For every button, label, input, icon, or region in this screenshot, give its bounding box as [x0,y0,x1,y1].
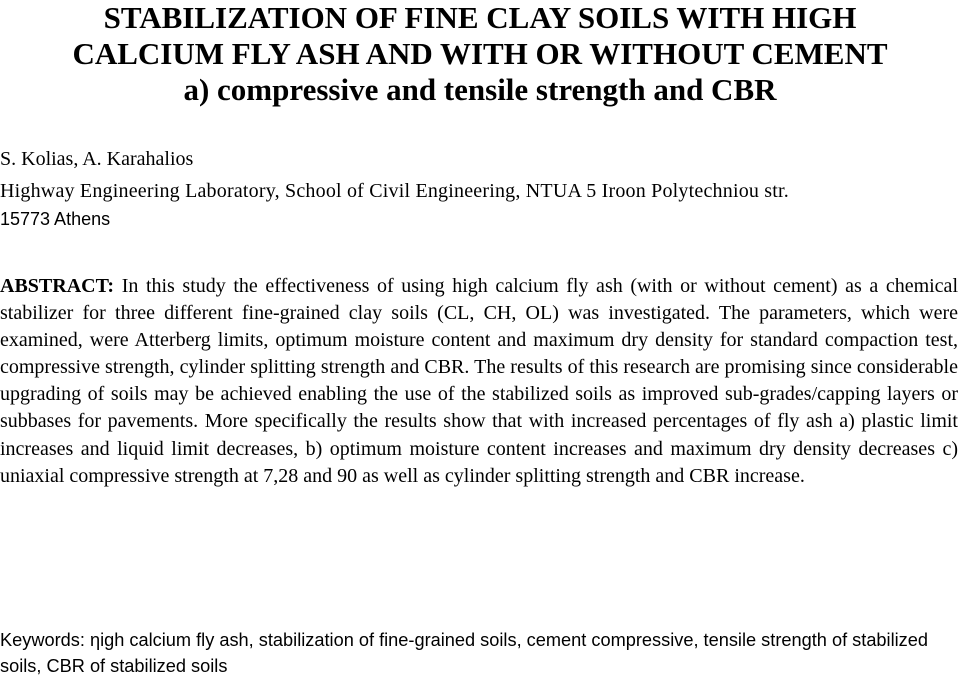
abstract-label: ABSTRACT: [0,275,115,297]
title-line-2: CALCIUM FLY ASH AND WITH OR WITHOUT CEMENT [72,36,888,71]
authors: S. Kolias, A. Karahalios [0,148,194,170]
keywords: Keywords: ηigh calcium fly ash, stabilization of fine-grained soils, cement compressive, tensile strength of stabilized soils, CBR of stabilized soils [0,630,928,676]
affiliation-city: 15773 Athens [0,209,111,229]
paper-title [0,0,960,108]
title-line-3: a) compressive and tensile strength and CBR [183,72,777,107]
affiliation: Highway Engineering Laboratory, School of Civil Engineering, NTUA 5 Iroon Polytechniou str. [0,180,789,202]
abstract [0,273,958,490]
title-line-1: STABILIZATION OF FINE CLAY SOILS WITH HIGH [103,0,857,35]
abstract-text: In this study the effectiveness of using high calcium fly ash (with or without cement) as a chemical stabilizer for three different fine-grained clay soils (CL, CH, OL) was investigated. The parameters, which were examined, were Atterberg limits, optimum moisture content and maximum dry density for standard compaction test, compressive strength, cylinder splitting strength and CBR. The results of this research are promising since considerable upgrading of soils may be achieved enabling the use of the stabilized soils as improved sub-grades/capping layers or subbases for pavements. More specifically the results show that with increased percentages of fly ash a) plastic limit increases and liquid limit decreases, b) optimum moisture content increases and maximum dry density decreases c) uniaxial compressive strength at 7,28 and 90 as well as cylinder splitting strength and CBR increase. [0,275,958,487]
